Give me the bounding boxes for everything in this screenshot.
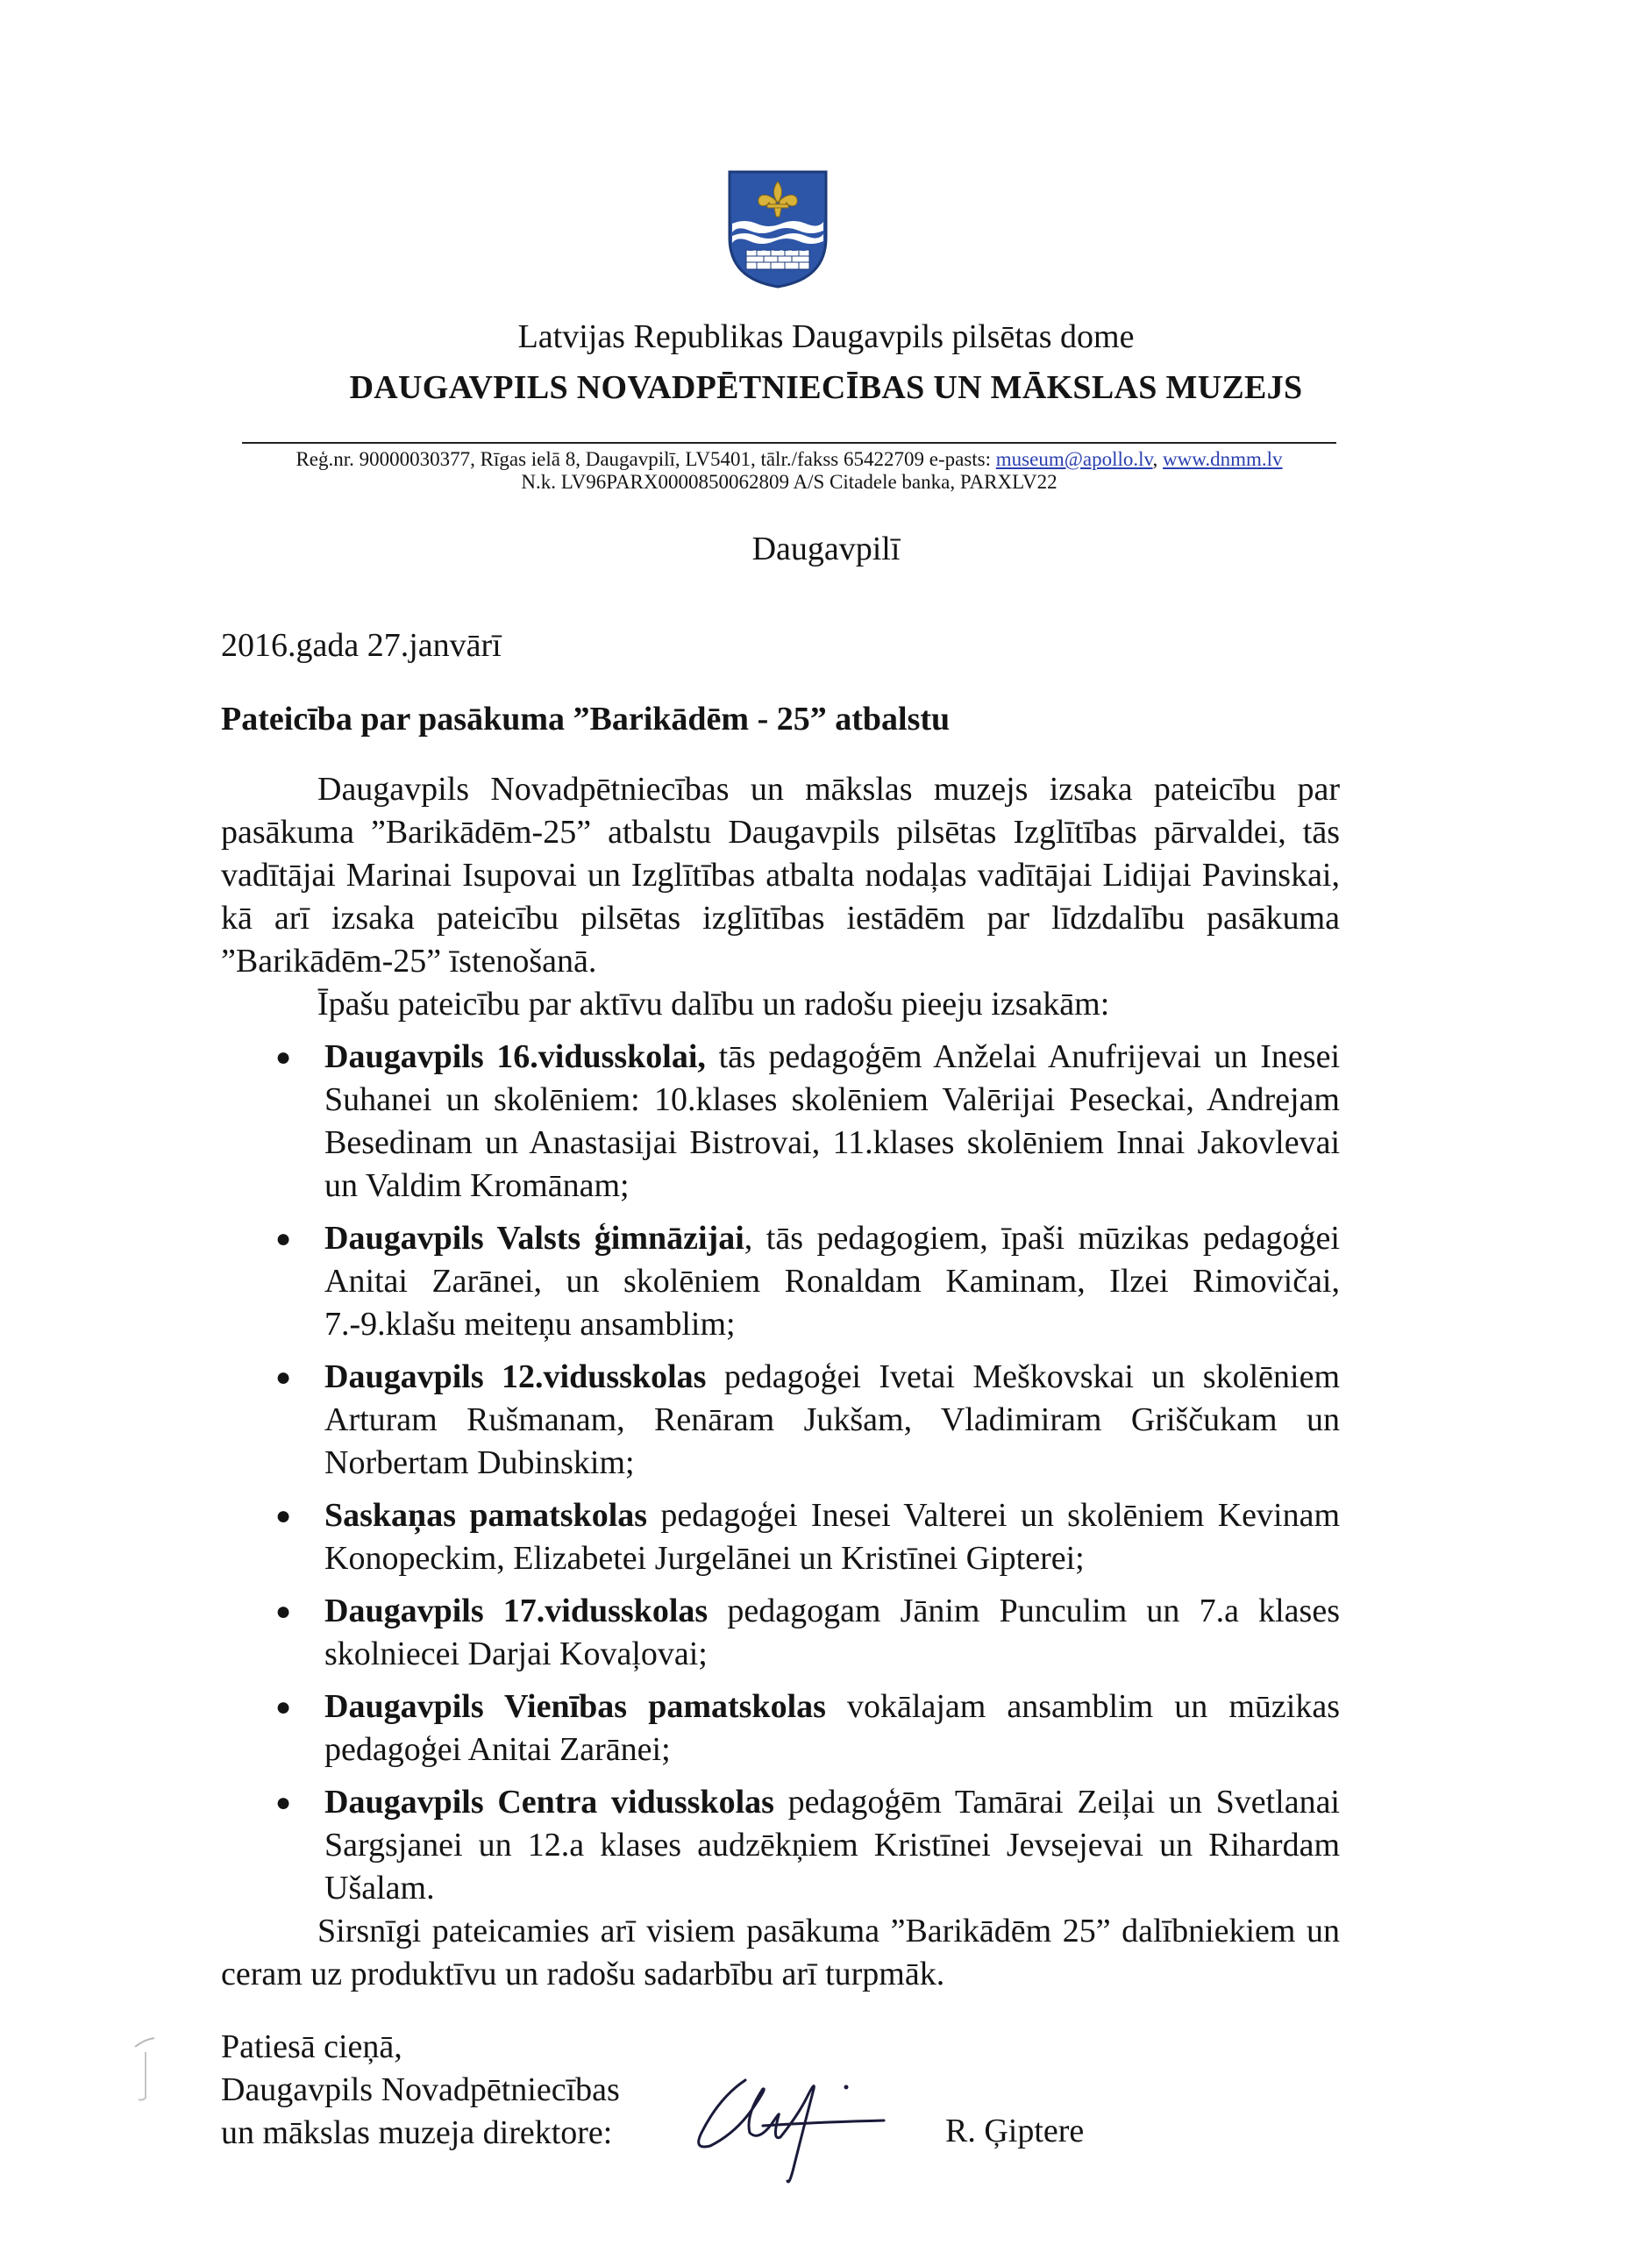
email-link[interactable]: museum@apollo.lv (995, 448, 1153, 470)
list-item (221, 1356, 1340, 1485)
place: Daugavpilī (751, 531, 901, 567)
signature-icon (684, 2063, 886, 2194)
thanks-text: tās pedagoģēm Anželai Anufrijevai un Inesei Suhanei un skolēniem: 10.klases skolēniem Valērijai Peseckai, Andrejam Besedinam un Anastasijai Bistrovai, 11.klases skolēniem Innai Jakovlevai un Valdim Kromānam; (324, 1038, 1340, 1204)
letter-body (221, 768, 1340, 1996)
signer-name: R. Ģiptere (945, 2113, 1085, 2149)
school-name: Daugavpils Vienības pamatskolas (324, 1688, 826, 1725)
closing-org: Daugavpils Novadpētniecības (221, 2071, 620, 2108)
bullet-icon: ● (275, 1363, 292, 1392)
bullet-icon: ● (275, 1224, 292, 1253)
school-name: Saskaņas pamatskolas (324, 1497, 648, 1534)
closing-salutation: Patiesā cieņā, (221, 2028, 402, 2065)
final-thanks-paragraph: Sirsnīgi pateicamies arī visiem pasākuma ”Barikādēm 25” dalībniekiem un ceram uz produktīvu un radošu sadarbību arī turpmāk. (221, 1913, 1340, 1992)
school-name: Daugavpils 17.vidusskolas (324, 1593, 709, 1629)
list-item (221, 1217, 1340, 1346)
org-name: DAUGAVPILS NOVADPĒTNIECĪBAS UN MĀKSLAS MUZEJS (349, 369, 1303, 406)
closing-role: un mākslas muzeja direktore: (221, 2114, 613, 2151)
contact-details: Reģ.nr. 90000030377, Rīgas ielā 8, Daugavpilī, LV5401, tālr./fakss 65422709 e-pasts: (296, 448, 996, 470)
bullet-icon: ● (275, 1501, 292, 1530)
school-name: Daugavpils Centra vidusskolas (324, 1784, 774, 1821)
school-name: Daugavpils 12.vidusskolas (324, 1358, 707, 1395)
school-name: Daugavpils Valsts ģimnāzijai (324, 1220, 744, 1257)
bullet-icon: ● (275, 1788, 292, 1817)
contact-line (242, 448, 1336, 471)
website-link[interactable]: www.dnmm.lv (1163, 448, 1283, 470)
thanks-text: pedagoģēm Tamārai Zeiļai un Svetlanai Sargsjanei un 12.a klases audzēkņiem Kristīnei Jevsejevai un Rihardam Ušalam. (324, 1784, 1340, 1906)
intro-paragraph: Daugavpils Novadpētniecības un mākslas muzejs izsaka pateicību par pasākuma ”Barikādēm-25” atbalstu Daugavpils pilsētas Izglītības pārvaldei, tās vadītājai Marinai Isupovai un Izglītības atbalta nodaļas vadītājai Lidijai Pavinskai, kā arī izsaka pateicību pilsētas izglītības iestādēm par līdzdalību pasākuma ”Barikādēm-25” īstenošanā. (221, 771, 1340, 980)
margin-pencil-mark-icon (132, 2036, 158, 2106)
thanks-text: pedagoģei Inesei Valterei un skolēniem Kevinam Konopeckim, Elizabetei Jurgelānei un Kristīnei Gipterei; (324, 1497, 1341, 1577)
closing-block (221, 2026, 620, 2155)
thanks-text: pedagogam Jānim Punculim un 7.a klases skolniecei Darjai Kovaļovai; (324, 1593, 1340, 1672)
list-item (221, 1494, 1340, 1580)
list-item (221, 1590, 1340, 1676)
bullet-icon: ● (275, 1597, 292, 1626)
thanks-list (221, 1036, 1340, 1910)
special-thanks-line: Īpašu pateicību par aktīvu dalību un radošu pieeju izsakām: (317, 986, 1110, 1023)
bullet-icon: ● (275, 1693, 292, 1721)
letter-date: 2016.gada 27.janvārī (221, 627, 502, 664)
thanks-text: , tās pedagogiem, īpaši mūzikas pedagoģei Anitai Zarānei, un skolēniem Ronaldam Kaminam, Ilzei Rimovičai, 7.-9.klašu meiteņu ansamblim; (324, 1220, 1340, 1343)
bullet-icon: ● (275, 1043, 292, 1072)
list-item (221, 1686, 1340, 1771)
bank-line: N.k. LV96PARX0000850062809 A/S Citadele banka, PARXLV22 (521, 471, 1057, 493)
thanks-text: vokālajam ansamblim un mūzikas pedagoģei Anitai Zarānei; (324, 1688, 1340, 1768)
list-item (221, 1781, 1340, 1910)
letter-subject: Pateicība par pasākuma ”Barikādēm - 25” atbalstu (221, 701, 951, 738)
contact-separator: , (1152, 448, 1164, 470)
coat-of-arms-icon (727, 169, 829, 289)
list-item (221, 1036, 1340, 1208)
org-parent-name: Latvijas Republikas Daugavpils pilsētas dome (517, 318, 1135, 355)
school-name: Daugavpils 16.vidusskolai, (324, 1038, 706, 1075)
thanks-text: pedagoģei Ivetai Meškovskai un skolēniem Arturam Rušmanam, Renāram Jukšam, Vladimiram Griščukam un Norbertam Dubinskim; (324, 1358, 1340, 1481)
header-divider (242, 442, 1336, 444)
